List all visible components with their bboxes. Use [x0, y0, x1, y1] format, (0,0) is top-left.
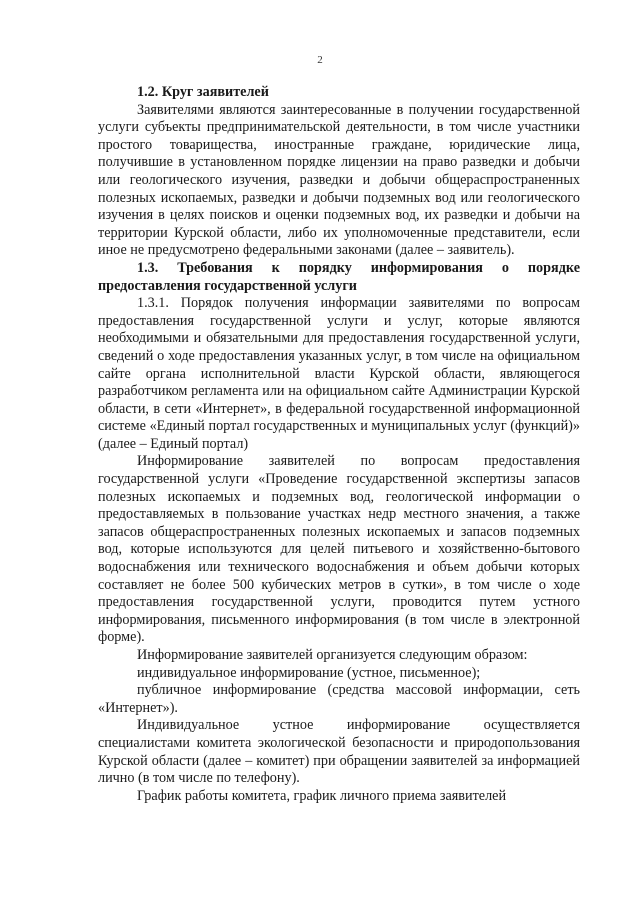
- paragraph-applicants: Заявителями являются заинтересованные в получении государственной услуги субъекты предпринимательской деятельности, в том числе участники простого товарищества, иностранные граждане, юридические лица, получившие в установленном порядке лицензии на право разведки и добычи или геологического изучения, разведки и добычи общераспространенных полезных ископаемых, разведки и добычи подземных вод или геологического изучения в целях поисков и оценки подземных вод, их разведки и добычи на территории Курской области, либо их уполномоченные представители, если иное не предусмотрено федеральными законами (далее – заявитель).: [98, 101, 580, 259]
- page-number: 2: [317, 54, 323, 66]
- section-heading-1-2: 1.2. Круг заявителей: [137, 84, 269, 100]
- list-item-individual: индивидуальное информирование (устное, письменное);: [137, 664, 481, 681]
- paragraph-informing: Информирование заявителей по вопросам предоставления государственной услуги «Проведение государственной экспертизы запасов полезных ископаемых и подземных вод, геологической информации о предоставляемых в пользование участках недр местного значения, а также запасов общераспространенных полезных ископаемых и запасов подземных вод, которые используются для целей питьевого и хозяйственно-бытового водоснабжения или технического водоснабжения и объем добычи которых составляет не более 500 кубических метров в сутки», в том числе о ходе предоставления государственной услуги, проводится путем устного информирования, письменного информирования (в том числе в электронной форме).: [98, 453, 580, 646]
- paragraph-1-3-1: 1.3.1. Порядок получения информации заявителями по вопросам предоставления государственной услуги и услуг, которые являются необходимыми и обязательными для предоставления государственной услуги, сведений о ходе предоставления указанных услуг, в том числе на официальном сайте органа исполнительной власти Курской области, являющегося разработчиком регламента или на официальном сайте Администрации Курской области, в сети «Интернет», в федеральной государственной информационной системе «Единый портал государственных и муниципальных услуг (функций)» (далее – Единый портал): [98, 295, 580, 452]
- section-heading-1-3: 1.3. Требования к порядку информирования о порядке предоставления государственной услуги: [98, 259, 580, 294]
- paragraph-schedule: График работы комитета, график личного приема заявителей: [137, 787, 507, 804]
- paragraph-oral-informing: Индивидуальное устное информирование осуществляется специалистами комитета экологической безопасности и природопользования Курской области (далее – комитет) при обращении заявителей за информацией лично (в том числе по телефону).: [98, 717, 580, 787]
- paragraph-organized: Информирование заявителей организуется следующим образом:: [137, 647, 528, 663]
- document-body: [98, 84, 580, 805]
- list-item-public: публичное информирование (средства массовой информации, сеть «Интернет»).: [98, 682, 580, 716]
